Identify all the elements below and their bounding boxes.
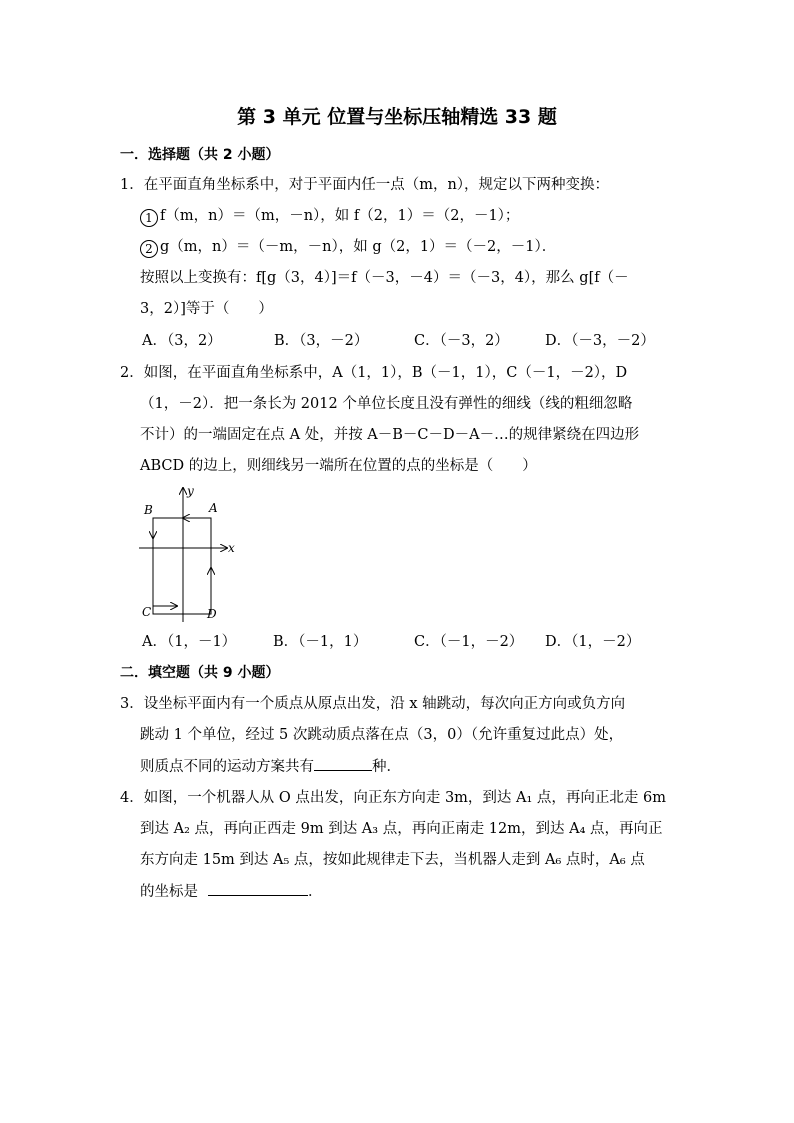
q4-line-4-text: 的坐标是 <box>140 884 198 900</box>
q2-line-3: 不计）的一端固定在点 A 处，并按 A－B－C－D－A－…的规律紧绕在四边形 <box>140 427 640 443</box>
answer-blank-q3[interactable] <box>314 756 372 771</box>
q1-line-4: 按照以上变换有：f[g（3，4）]＝f（－3，－4）＝（－3，4），那么 g[f（－ <box>140 270 629 286</box>
section-heading-choice: 一．选择题（共 2 小题） <box>120 147 280 163</box>
q1-rule-1-text: f（m，n）＝（m，－n），如 f（2，1）＝（2，－1）； <box>160 208 520 224</box>
circled-number-2: 2 <box>140 240 158 258</box>
section-heading-fill: 二．填空题（共 9 小题） <box>120 665 280 681</box>
q3-line-1: 3．设坐标平面内有一个质点从原点出发，沿 x 轴跳动，每次向正方向或负方向 <box>120 696 626 712</box>
answer-blank-q4[interactable] <box>208 881 308 896</box>
q2-option-d: D．（1，－2） <box>545 634 641 650</box>
x-axis-label: x <box>228 541 235 555</box>
q2-line-1: 2．如图，在平面直角坐标系中，A（1，1），B（－1，1），C（－1，－2），D <box>120 365 628 381</box>
q2-option-c: C．（－1，－2） <box>414 634 524 650</box>
q4-line-4-end: ． <box>308 884 323 900</box>
q3-line-2: 跳动 1 个单位，经过 5 次跳动质点落在点（3，0）（允许重复过此点）处， <box>140 727 624 743</box>
quadrilateral-abcd <box>153 518 211 614</box>
q4-line-1: 4．如图，一个机器人从 O 点出发，向正东方向走 3m，到达 A₁ 点，再向正北走 6m <box>120 790 666 806</box>
q2-line-4: ABCD 的边上，则细线另一端所在位置的点的坐标是（ ） <box>140 458 537 474</box>
q3-line-3-text: 则质点不同的运动方案共有 <box>140 759 314 775</box>
point-label-a: A <box>209 501 218 515</box>
q1-option-a: A．（3，2） <box>142 333 222 349</box>
q3-line-3 <box>140 756 401 777</box>
q2-line-2: （1，－2）．把一条长为 2012 个单位长度且没有弹性的细线（线的粗细忽略 <box>140 396 633 412</box>
q2-option-a: A．（1，－1） <box>142 634 237 650</box>
y-axis-label: y <box>187 484 194 498</box>
q4-line-4 <box>140 881 323 902</box>
q2-option-b: B．（－1，1） <box>273 634 368 650</box>
q1-line-5: 3，2）]等于（ ） <box>140 301 273 317</box>
page-title: 第 3 单元 位置与坐标压轴精选 33 题 <box>237 106 557 128</box>
q4-line-3: 东方向走 15m 到达 A₅ 点，按如此规律走下去，当机器人走到 A₆ 点时，A₆ 点 <box>140 852 645 868</box>
point-label-b: B <box>144 503 153 517</box>
circled-number-1: 1 <box>140 209 158 227</box>
point-label-d: D <box>207 607 217 621</box>
coordinate-figure <box>135 482 245 624</box>
q3-line-3-end: 种． <box>372 759 401 775</box>
q1-rule-1 <box>140 206 519 227</box>
q1-rule-2-text: g（m，n）＝（－m，－n），如 g（2，1）＝（－2，－1）． <box>160 239 557 255</box>
q1-option-c: C．（－3，2） <box>414 333 509 349</box>
q1-option-b: B．（3，－2） <box>274 333 369 349</box>
q4-line-2: 到达 A₂ 点，再向正西走 9m 到达 A₃ 点，再向正南走 12m，到达 A₄ 点，再向正 <box>140 821 663 837</box>
q1-line-1: 1．在平面直角坐标系中，对于平面内任一点（m，n），规定以下两种变换： <box>120 177 610 193</box>
point-label-c: C <box>142 605 152 619</box>
q1-option-d: D．（－3，－2） <box>545 333 655 349</box>
q1-rule-2 <box>140 237 556 258</box>
